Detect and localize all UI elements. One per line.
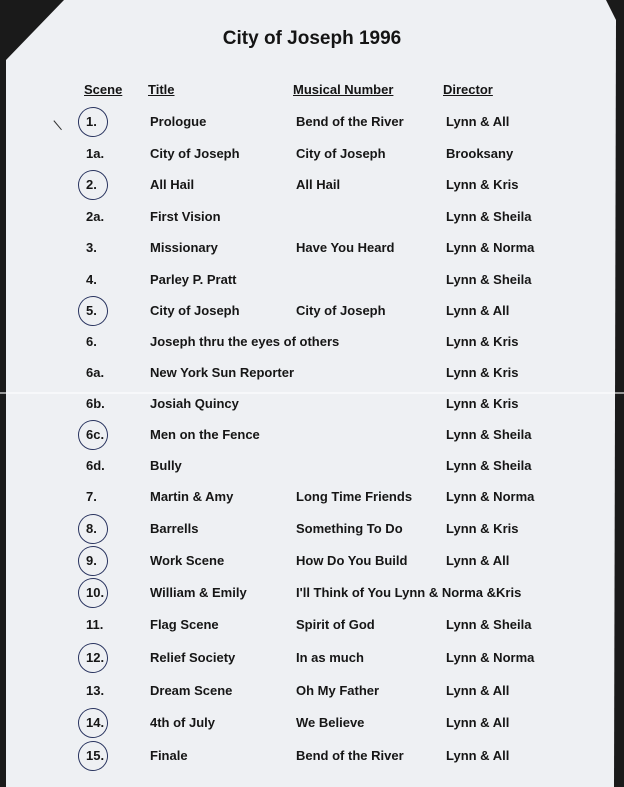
scene-title: City of Joseph <box>150 303 240 318</box>
director-name: Lynn & Kris <box>446 396 519 411</box>
director-name: Lynn & All <box>446 748 510 763</box>
director-name: Lynn & All <box>446 114 510 129</box>
table-row <box>0 272 624 292</box>
scene-title: Barrells <box>150 521 199 536</box>
scene-number: 11. <box>86 617 104 632</box>
scene-title: Work Scene <box>150 553 225 568</box>
table-row <box>0 396 624 416</box>
table-row <box>0 240 624 260</box>
table-row <box>0 585 624 605</box>
table-row <box>0 334 624 354</box>
scene-number: 2. <box>86 177 97 192</box>
director-name: Lynn & Sheila <box>446 427 532 442</box>
musical-number: Spirit of God <box>296 617 375 632</box>
table-row <box>0 209 624 229</box>
musical-number: Something To Do <box>296 521 403 536</box>
table-row <box>0 427 624 447</box>
scene-title: Dream Scene <box>150 683 233 698</box>
musical-number: City of Joseph <box>296 303 386 318</box>
table-row <box>0 114 624 134</box>
table-row <box>0 715 624 735</box>
musical-number: How Do You Build <box>296 553 408 568</box>
director-name: Lynn & Sheila <box>446 272 532 287</box>
table-row <box>0 617 624 637</box>
scene-number: 3. <box>86 240 97 255</box>
scene-number: 12. <box>86 650 105 665</box>
table-row <box>0 650 624 670</box>
scene-title: Flag Scene <box>150 617 219 632</box>
director-name: Lynn & Sheila <box>446 617 532 632</box>
table-row <box>0 146 624 166</box>
director-name: Lynn & Kris <box>446 365 519 380</box>
director-name: Lynn & Sheila <box>446 458 532 473</box>
scene-number: 14. <box>86 715 105 730</box>
header-scene: Scene <box>84 82 123 97</box>
scene-number: 2a. <box>86 209 105 224</box>
scene-number: 9. <box>86 553 97 568</box>
director-name: Lynn & All <box>446 683 510 698</box>
scene-title: Prologue <box>150 114 207 129</box>
table-row <box>0 521 624 541</box>
scene-title: Parley P. Pratt <box>150 272 237 287</box>
musical-number: Long Time Friends <box>296 489 413 504</box>
scene-title: Bully <box>150 458 182 473</box>
musical-number: Oh My Father <box>296 683 380 698</box>
header-director: Director <box>443 82 493 97</box>
scene-title: Relief Society <box>150 650 236 665</box>
musical-number: I'll Think of You Lynn & Norma &Kris <box>296 585 522 600</box>
header-title: Title <box>148 82 175 97</box>
scene-number: 4. <box>86 272 97 287</box>
scene-title: Joseph thru the eyes of others <box>150 334 340 349</box>
scene-title: City of Joseph <box>150 146 240 161</box>
scene-title: Martin & Amy <box>150 489 234 504</box>
header-musical-number: Musical Number <box>293 82 394 97</box>
scene-title: Josiah Quincy <box>150 396 239 411</box>
director-name: Lynn & Norma <box>446 650 535 665</box>
table-row <box>0 683 624 703</box>
scene-number: 7. <box>86 489 97 504</box>
musical-number: In as much <box>296 650 364 665</box>
musical-number: Bend of the River <box>296 748 404 763</box>
scene-number: 6c. <box>86 427 105 442</box>
scene-number: 6a. <box>86 365 105 380</box>
director-name: Lynn & Norma <box>446 489 535 504</box>
director-name: Lynn & All <box>446 303 510 318</box>
scene-number: 5. <box>86 303 97 318</box>
director-name: Lynn & All <box>446 553 510 568</box>
scene-number: 1a. <box>86 146 105 161</box>
scene-title: First Vision <box>150 209 221 224</box>
director-name: Lynn & Kris <box>446 521 519 536</box>
table-row <box>0 365 624 385</box>
scene-number: 6d. <box>86 458 105 473</box>
table-row <box>0 489 624 509</box>
director-name: Lynn & Kris <box>446 334 519 349</box>
musical-number: All Hail <box>296 177 341 192</box>
director-name: Lynn & Kris <box>446 177 519 192</box>
table-row <box>0 748 624 768</box>
musical-number: We Believe <box>296 715 365 730</box>
scene-number: 10. <box>86 585 105 600</box>
director-name: Lynn & All <box>446 715 510 730</box>
scene-title: New York Sun Reporter <box>150 365 294 380</box>
scene-title: 4th of July <box>150 715 216 730</box>
fold-line <box>0 392 624 394</box>
scene-title: Missionary <box>150 240 218 255</box>
scene-number: 8. <box>86 521 97 536</box>
director-name: Lynn & Norma <box>446 240 535 255</box>
scene-number: 1. <box>86 114 97 129</box>
scene-number: 6. <box>86 334 97 349</box>
musical-number: Bend of the River <box>296 114 404 129</box>
scene-title: William & Emily <box>150 585 247 600</box>
scene-title: Finale <box>150 748 188 763</box>
scene-number: 6b. <box>86 396 105 411</box>
scene-title: Men on the Fence <box>150 427 260 442</box>
table-row <box>0 303 624 323</box>
scene-number: 15. <box>86 748 105 763</box>
table-row <box>0 553 624 573</box>
scene-number: 13. <box>86 683 105 698</box>
page-title: City of Joseph 1996 <box>222 28 402 49</box>
musical-number: City of Joseph <box>296 146 386 161</box>
director-name: Brooksany <box>446 146 514 161</box>
director-name: Lynn & Sheila <box>446 209 532 224</box>
table-row <box>0 177 624 197</box>
scene-title: All Hail <box>150 177 195 192</box>
musical-number: Have You Heard <box>296 240 395 255</box>
table-row <box>0 458 624 478</box>
